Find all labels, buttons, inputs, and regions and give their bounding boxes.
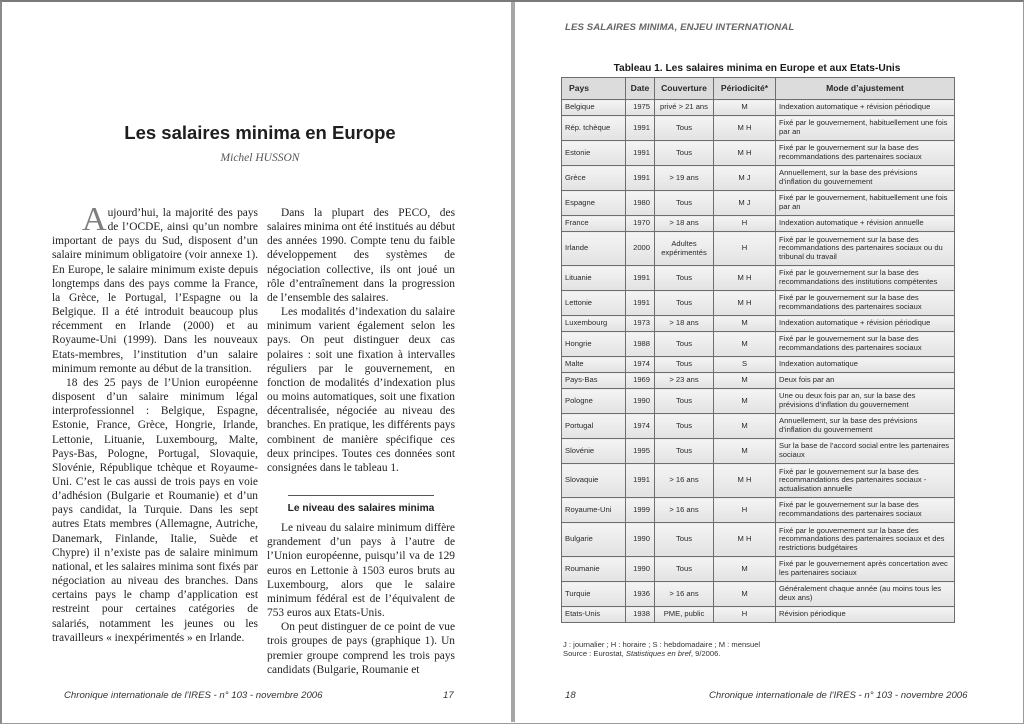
cell-periodicite: M [714,316,776,332]
cell-periodicite: M J [714,191,776,216]
cell-couverture: Tous [655,414,714,439]
cell-pays: Rép. tchèque [562,116,626,141]
table-body [562,100,955,623]
table-row [562,389,955,414]
cell-date: 1975 [626,100,655,116]
cell-couverture: > 16 ans [655,464,714,498]
table-row [562,582,955,607]
cell-couverture: Tous [655,266,714,291]
paragraph: Le niveau du salaire minimum diffère grandement d’un pays à l’autre de l’Union européenne, puisqu’il va de 129 euros en Lettonie à 1503 euros bruts au Luxembourg, alors que le salaire minimum fédéral est de l’équivalent de 753 euros aux Etats-Unis. [267,522,455,620]
table-row [562,216,955,232]
cell-mode-ajustement: Fixé par le gouvernement après concertation avec les partenaires sociaux [776,557,955,582]
cell-couverture: Adultes expérimentés [655,232,714,266]
cell-mode-ajustement: Annuellement, sur la base des prévisions d’inflation du gouvernement [776,414,955,439]
cell-pays: France [562,216,626,232]
cell-pays: Lettonie [562,291,626,316]
cell-date: 1980 [626,191,655,216]
cell-pays: Royaume-Uni [562,498,626,523]
cell-mode-ajustement: Une ou deux fois par an, sur la base des prévisions d’inflation du gouvernement [776,389,955,414]
table-row [562,166,955,191]
paragraph: Aujourd’hui, la majorité des pays de l’OCDE, ainsi qu’un nombre important de pays du Sud, disposent d’un salaire minimum obligatoire (voir annexe 1). En Europe, le salaire minimum existe depuis longtemps dans des pays comme la France, la Grèce, le Portugal, l’Espagne ou la Belgique. Il a été introduit beaucoup plus récemment en Irlande (2000) et au Royaume-Uni (1999). Dans les nouveaux Etats-membres, l’institution d’un salaire minimum remonte au début de la transition. [52,201,258,375]
table-row [562,439,955,464]
author-byline: Michel HUSSON [220,152,300,164]
cell-date: 1991 [626,291,655,316]
cell-mode-ajustement: Généralement chaque année (au moins tous les deux ans) [776,582,955,607]
table-title: Tableau 1. Les salaires minima en Europe et aux Etats-Unis [613,63,901,74]
cell-date: 1936 [626,582,655,607]
table-row [562,232,955,266]
cell-couverture: > 16 ans [655,582,714,607]
table-row [562,557,955,582]
cell-couverture: Tous [655,523,714,557]
cell-couverture: Tous [655,389,714,414]
table-notes [563,640,760,658]
cell-date: 1991 [626,141,655,166]
cell-date: 1938 [626,607,655,623]
column-header-couverture: Couverture [655,78,714,100]
cell-couverture: Tous [655,291,714,316]
paragraph: Les modalités d’indexation du salaire minimum varient également selon les pays. On peut distinguer deux cas polaires : soit une fixation à intervalles réguliers par le gouvernement, en fonction de modalités d’indexation plus ou moins automatiques, soit une fixation décentralisée, négociée au niveau des branches. En pratique, les différents pays combinent de manière spécifique ces deux principes. Toutes ces données sont consignées dans le tableau 1. [267,306,455,474]
cell-date: 1991 [626,464,655,498]
table-row [562,316,955,332]
cell-mode-ajustement: Fixé par le gouvernement sur la base des recommandations des partenaires sociaux [776,498,955,523]
minimum-wage-table [561,77,955,623]
cell-pays: Hongrie [562,332,626,357]
cell-pays: Portugal [562,414,626,439]
cell-couverture: Tous [655,357,714,373]
cell-periodicite: H [714,216,776,232]
cell-mode-ajustement: Indexation automatique + révision périodique [776,100,955,116]
table-row [562,100,955,116]
paragraph: Dans la plupart des PECO, des salaires minima ont été institués au début des années 1990. Compte tenu du faible développement des systèmes de négociation collective, ils ont joué un rôle d’entraînement dans la progression de l’ensemble des salaires. [267,207,455,304]
cell-mode-ajustement: Indexation automatique + révision périodique [776,316,955,332]
cell-pays: Lituanie [562,266,626,291]
table-row [562,373,955,389]
cell-pays: Bulgarie [562,523,626,557]
cell-periodicite: M H [714,116,776,141]
cell-pays: Slovénie [562,439,626,464]
cell-date: 1990 [626,557,655,582]
cell-date: 1995 [626,439,655,464]
text-column-2 [267,206,455,677]
cell-periodicite: M [714,414,776,439]
periodicity-legend: J : journalier ; H : horaire ; S : hebdomadaire ; M : mensuel [563,640,761,649]
section-heading: Le niveau des salaires minima [287,502,435,514]
running-header: LES SALAIRES MINIMA, ENJEU INTERNATIONAL [565,22,795,33]
cell-pays: Grèce [562,166,626,191]
cell-periodicite: M [714,557,776,582]
cell-periodicite: H [714,232,776,266]
cell-mode-ajustement: Fixé par le gouvernement sur la base des recommandations des partenaires sociaux et des restrictions budgétaires [776,523,955,557]
cell-pays: Luxembourg [562,316,626,332]
cell-couverture: > 18 ans [655,216,714,232]
page-number: 17 [443,690,454,701]
cell-pays: Estonie [562,141,626,166]
column-header-date: Date [626,78,655,100]
cell-periodicite: M H [714,141,776,166]
column-header-periodicite: Périodicité* [714,78,776,100]
drop-cap: A [82,201,107,238]
footer-journal-title: Chronique internationale de l'IRES - n° 103 - novembre 2006 [64,690,323,701]
cell-couverture: Tous [655,332,714,357]
cell-periodicite: M [714,389,776,414]
table-row [562,498,955,523]
cell-date: 2000 [626,232,655,266]
cell-pays: Etats-Unis [562,607,626,623]
table-row [562,414,955,439]
table-row [562,266,955,291]
page-17 [0,0,511,724]
table-row [562,141,955,166]
cell-couverture: Tous [655,191,714,216]
cell-periodicite: M [714,332,776,357]
cell-couverture: > 19 ans [655,166,714,191]
cell-pays: Turquie [562,582,626,607]
cell-mode-ajustement: Fixé par le gouvernement, habituellement une fois par an [776,191,955,216]
cell-pays: Espagne [562,191,626,216]
cell-pays: Pays-Bas [562,373,626,389]
cell-mode-ajustement: Indexation automatique + révision annuelle [776,216,955,232]
cell-pays: Roumanie [562,557,626,582]
page-number: 18 [565,690,576,701]
column-header-mode-ajustement: Mode d’ajustement [776,78,955,100]
cell-couverture: PME, public [655,607,714,623]
cell-mode-ajustement: Fixé par le gouvernement sur la base des recommandations des partenaires sociaux [776,332,955,357]
table-row [562,357,955,373]
cell-pays: Malte [562,357,626,373]
cell-date: 1974 [626,357,655,373]
cell-date: 1991 [626,266,655,291]
cell-periodicite: M H [714,291,776,316]
column-header-pays: Pays [562,78,626,100]
cell-couverture: Tous [655,116,714,141]
cell-periodicite: M [714,582,776,607]
cell-couverture: > 18 ans [655,316,714,332]
cell-periodicite: M H [714,464,776,498]
footer-journal-title: Chronique internationale de l'IRES - n° 103 - novembre 2006 [709,690,968,701]
cell-periodicite: M H [714,266,776,291]
cell-mode-ajustement: Deux fois par an [776,373,955,389]
cell-date: 1988 [626,332,655,357]
table-row [562,464,955,498]
cell-date: 1990 [626,389,655,414]
cell-date: 1973 [626,316,655,332]
cell-mode-ajustement: Sur la base de l’accord social entre les partenaires sociaux [776,439,955,464]
cell-pays: Irlande [562,232,626,266]
table-row [562,116,955,141]
cell-mode-ajustement: Fixé par le gouvernement, habituellement une fois par an [776,116,955,141]
cell-date: 1969 [626,373,655,389]
table-row [562,607,955,623]
table-row [562,291,955,316]
table-header-row [562,78,955,100]
cell-date: 1991 [626,166,655,191]
cell-date: 1991 [626,116,655,141]
cell-couverture: privé > 21 ans [655,100,714,116]
cell-date: 1999 [626,498,655,523]
table-row [562,332,955,357]
page-18 [515,0,1024,724]
cell-date: 1970 [626,216,655,232]
cell-mode-ajustement: Fixé par le gouvernement sur la base des recommandations des partenaires sociaux [776,291,955,316]
table-row [562,523,955,557]
cell-mode-ajustement: Annuellement, sur la base des prévisions d’inflation du gouvernement [776,166,955,191]
cell-mode-ajustement: Fixé par le gouvernement sur la base des recommandations des partenaires sociaux - actualisation annuelle [776,464,955,498]
cell-periodicite: M [714,439,776,464]
cell-couverture: Tous [655,557,714,582]
cell-pays: Slovaquie [562,464,626,498]
cell-pays: Pologne [562,389,626,414]
cell-periodicite: H [714,607,776,623]
table-source: Source : Eurostat, Statistiques en bref, 9/2006. [563,649,721,659]
cell-mode-ajustement: Fixé par le gouvernement sur la base des recommandations des partenaires sociaux ou du tribunal du travail [776,232,955,266]
table-row [562,191,955,216]
cell-periodicite: H [714,498,776,523]
cell-date: 1974 [626,414,655,439]
cell-mode-ajustement: Fixé par le gouvernement sur la base des recommandations des partenaires sociaux [776,141,955,166]
cell-couverture: > 16 ans [655,498,714,523]
cell-periodicite: M [714,100,776,116]
cell-periodicite: M H [714,523,776,557]
cell-couverture: Tous [655,141,714,166]
cell-mode-ajustement: Fixé par le gouvernement sur la base des recommandations des institutions compétentes [776,266,955,291]
cell-pays: Belgique [562,100,626,116]
cell-couverture: Tous [655,439,714,464]
cell-couverture: > 23 ans [655,373,714,389]
paragraph: On peut distinguer de ce point de vue trois groupes de pays (graphique 1). Un premier groupe comprend les trois pays candidats (Bulgarie, Roumanie et [267,621,455,676]
cell-mode-ajustement: Indexation automatique [776,357,955,373]
text-column-1 [52,201,258,645]
cell-periodicite: M [714,373,776,389]
cell-periodicite: S [714,357,776,373]
article-title: Les salaires minima en Europe [124,122,396,143]
cell-date: 1990 [626,523,655,557]
cell-periodicite: M J [714,166,776,191]
cell-mode-ajustement: Révision périodique [776,607,955,623]
paragraph: 18 des 25 pays de l’Union européenne disposent d’un salaire minimum légal interprofessionnel : Belgique, Espagne, Estonie, France, Grèce, Hongrie, Irlande, Lettonie, Lituanie, Luxembourg, Malte, Pays-Bas, Pologne, Portugal, Slovaquie, Slovénie, République tchèque et Royaume-Uni. C’est le cas aussi de trois pays en voie d’adhésion (Bulgarie et Roumanie) et d’un pays candidat, la Turquie. Dans les sept autres Etats membres (Allemagne, Autriche, Danemark, Finlande, Italie, Suède et Chypre) il n’existe pas de salaire minimum national, et les salaires minima sont fixés par négociation au niveau des branches. Dans certains pays le champ d’application est restreint pour certaines catégories de salariés, notamment les jeunes ou les travailleurs « inexpérimentés » en Irlande. [52,376,258,644]
section-divider [288,495,434,496]
